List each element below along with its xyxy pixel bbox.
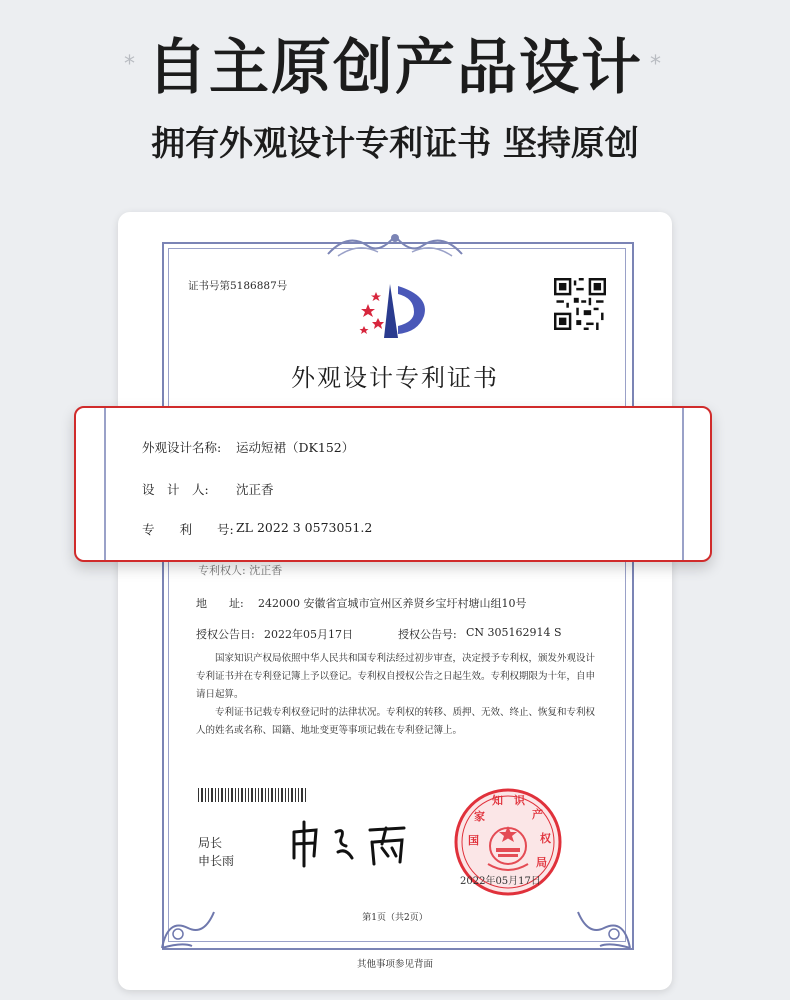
barcode-icon bbox=[198, 788, 308, 802]
designer-label: 设 计 人: bbox=[142, 482, 209, 497]
certificate-number: 证书号第5186887号 bbox=[188, 280, 288, 292]
patent-number-value: ZL 2022 3 0573051.2 bbox=[236, 520, 373, 535]
address-value: 242000 安徽省宣城市宣州区养贤乡宝圩村塘山组10号 bbox=[258, 597, 527, 610]
highlight-frame-edge-right bbox=[682, 408, 684, 560]
director-title: 局长 bbox=[198, 836, 223, 850]
grant-no-value: CN 305162914 S bbox=[466, 626, 562, 639]
back-note: 其他事项参见背面 bbox=[356, 959, 433, 970]
svg-text:家: 家 bbox=[474, 810, 485, 823]
patent-number-label: 专 利 号: bbox=[142, 522, 234, 537]
design-name-value: 运动短裙（DK152） bbox=[236, 440, 355, 455]
corner-ornament-bl-icon bbox=[158, 898, 218, 952]
certificate-title: 外观设计专利证书 bbox=[291, 364, 499, 392]
grant-date-label: 授权公告日: bbox=[196, 628, 255, 641]
highlight-frame-edge-left bbox=[104, 408, 106, 560]
star-right-icon: * bbox=[650, 52, 661, 77]
star-left-icon: * bbox=[124, 52, 135, 77]
page-number: 第1页（共2页） bbox=[362, 913, 428, 923]
certificate-paragraph-1: 国家知识产权局依照中华人民共和国专利法经过初步审查，决定授予专利权，颁发外观设计专利证书并在专利登记簿上予以登记。专利权自授权公告之日起生效。专利权期限为十年，自申请日起算。 bbox=[196, 653, 596, 700]
svg-text:产: 产 bbox=[532, 808, 543, 821]
top-ornament-icon bbox=[318, 228, 472, 262]
svg-text:国: 国 bbox=[468, 834, 479, 847]
corner-ornament-br-icon bbox=[574, 898, 634, 952]
address-label: 地 址: bbox=[196, 597, 244, 610]
director-signature-icon bbox=[286, 818, 416, 868]
certificate-paragraph-2: 专利证书记载专利权登记时的法律状况。专利权的转移、质押、无效、终止、恢复和专利权人的姓名或名称、国籍、地址变更等事项记载在专利登记簿上。 bbox=[196, 707, 596, 736]
svg-text:权: 权 bbox=[540, 832, 551, 845]
cnipa-logo-icon bbox=[354, 274, 438, 346]
page-subtitle: 拥有外观设计专利证书 坚持原创 bbox=[151, 124, 639, 164]
certificate-card bbox=[118, 212, 672, 990]
svg-text:识: 识 bbox=[514, 794, 525, 807]
grant-date-value: 2022年05月17日 bbox=[264, 628, 353, 641]
director-name: 申长雨 bbox=[198, 854, 235, 868]
highlight-callout bbox=[74, 406, 712, 562]
seal-date: 2022年05月17日 bbox=[460, 876, 541, 887]
qr-code-icon bbox=[554, 278, 606, 330]
grant-no-label: 授权公告号: bbox=[398, 628, 457, 641]
svg-text:知: 知 bbox=[492, 794, 503, 807]
design-name-label: 外观设计名称: bbox=[142, 440, 222, 455]
patentee-field: 专利权人: 沈正香 bbox=[198, 564, 283, 577]
svg-text:局: 局 bbox=[536, 856, 547, 869]
designer-value: 沈正香 bbox=[236, 482, 274, 497]
page-title: 自主原创产品设计 bbox=[147, 33, 643, 103]
